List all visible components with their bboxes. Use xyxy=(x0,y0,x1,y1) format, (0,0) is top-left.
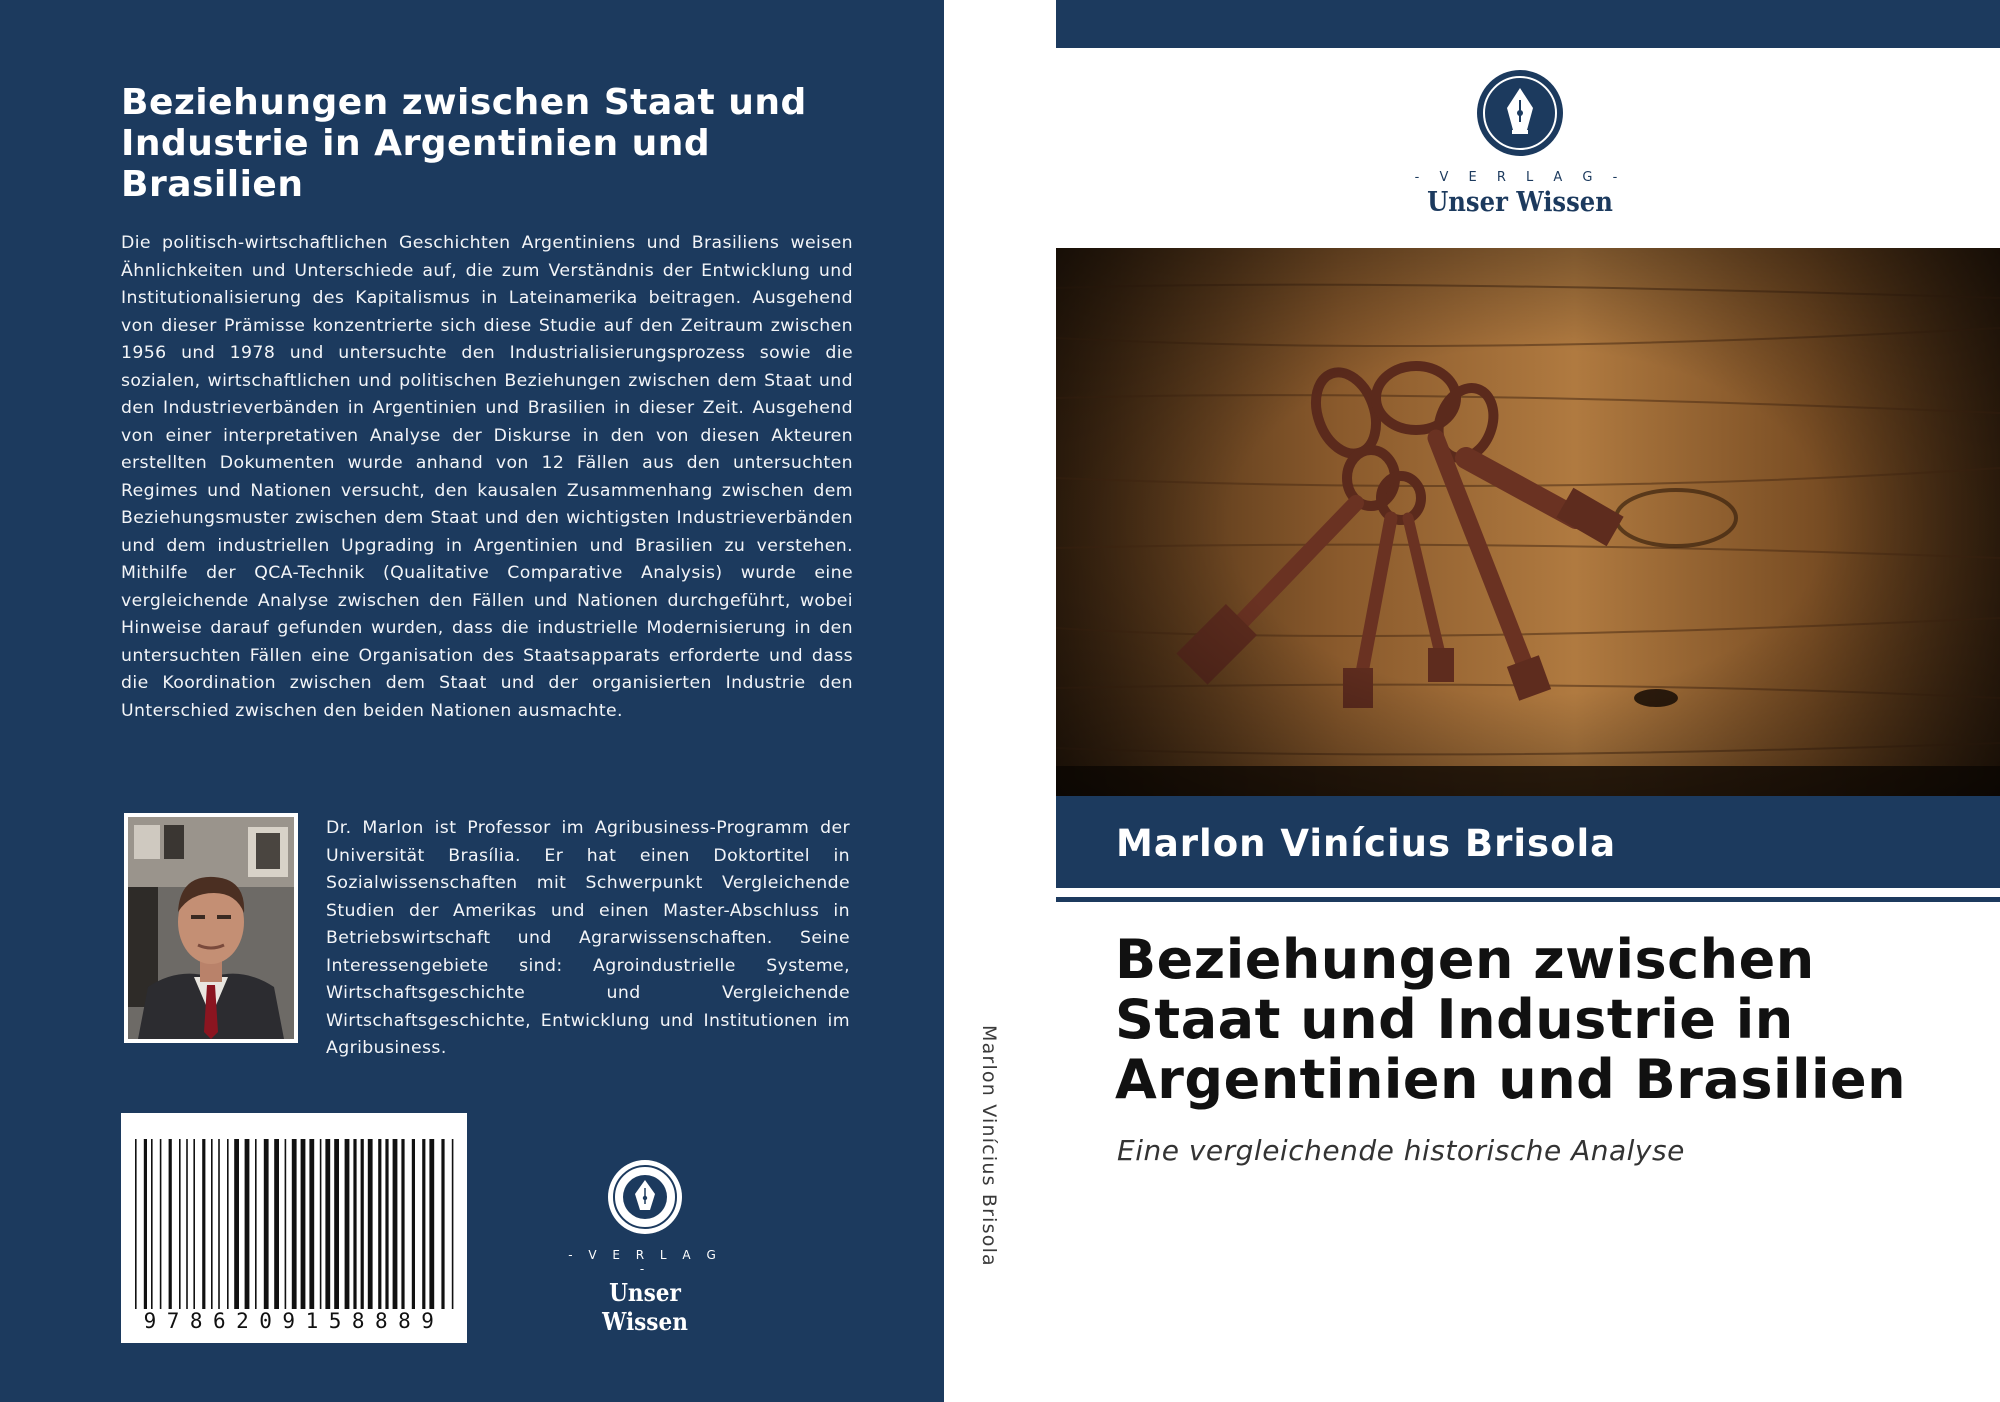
front-divider xyxy=(1056,897,2000,902)
back-verlag-label: - V E R L A G - xyxy=(568,1248,722,1276)
front-cover-subtitle: Eine vergleichende historische Analyse xyxy=(1117,1134,1685,1167)
author-band xyxy=(1056,796,2000,888)
back-cover xyxy=(0,0,944,1402)
back-publisher-name: Unser Wissen xyxy=(602,1278,688,1336)
isbn-barcode xyxy=(121,1113,467,1343)
author-portrait xyxy=(128,817,294,1039)
back-cover-blurb: Die politisch-wirtschaftlichen Geschichten Argentiniens und Brasiliens weisen Ähnlichkeiten und Unterschiede auf, die zum Verständnis der Entwicklung und Institutionalisierung des Kapitalismus in Lateinamerika beitragen. Ausgehend von dieser Prämisse konzentrierte sich diese Studie auf den Zeitraum zwischen 1956 und 1978 und untersuchte den Industrialisierungsprozess sowie die sozialen, wirtschaftlichen und politischen Beziehungen zwischen dem Staat und den Industrieverbänden in Argentinien und Brasilien in dieser Zeit. Ausgehend von einer interpretativen Analyse der Diskurse in den von diesen Akteuren erstellten Dokumenten wurde anhand von 12 Fällen aus den untersuchten Regimes und Nationen versucht, den kausalen Zusammenhang zwischen dem Beziehungsmuster zwischen dem Staat und den wichtigsten Industrieverbänden und dem industriellen Upgrading in Argentinien und Brasilien zu verstehen. Mithilfe der QCA-Technik (Qualitative Comparative Analysis) wurde eine vergleichende Analyse zwischen den Fällen und Nationen durchgeführt, wobei Hinweise darauf gefunden wurden, dass die industrielle Modernisierung in den untersuchten Fällen eine Organisation des Staatsapparats erforderte und dass die Koordination zwischen dem Staat und der organisierten Industrie den Unterschied zwischen den beiden Nationen ausmachte. xyxy=(121,233,853,721)
cover-photo xyxy=(1056,248,2000,796)
front-top-bar xyxy=(1056,0,2000,48)
author-photo xyxy=(124,813,298,1043)
front-author-name: Marlon Vinícius Brisola xyxy=(1116,822,1617,865)
spine xyxy=(944,0,1056,1402)
isbn-digits: 9786209158889 xyxy=(143,1309,445,1333)
front-verlag-label: - V E R L A G - xyxy=(1414,170,1626,185)
back-publisher-logo xyxy=(560,1158,730,1336)
front-cover-title: Beziehungen zwischen Staat und Industrie in Argentinien und Brasilien xyxy=(1115,928,1907,1111)
fountain-pen-nib-icon xyxy=(606,1158,684,1236)
spine-author: Marlon Vinícius Brisola xyxy=(978,1025,1000,1267)
author-bio: Dr. Marlon ist Professor im Agribusiness-Programm der Universität Brasília. Er hat einen Doktortitel in Sozialwissenschaften mit Schwerpunkt Vergleichende Studien der Amerikas und einen Master-Abschluss in Betriebswirtschaft und Agrarwissenschaften. Seine Interessengebiete sind: Agroindustrielle Systeme, Wirtschaftsgeschichte und Vergleichende Wirtschaftsgeschichte, Entwicklung und Institutionen im Agribusiness. xyxy=(326,818,850,1058)
front-publisher-logo xyxy=(1400,68,1640,218)
back-cover-title: Beziehungen zwischen Staat und Industrie in Argentinien und Brasilien xyxy=(121,82,807,205)
fountain-pen-nib-icon xyxy=(1475,68,1565,158)
old-keys-photo xyxy=(1056,248,2000,796)
front-publisher-name: Unser Wissen xyxy=(1427,187,1613,218)
